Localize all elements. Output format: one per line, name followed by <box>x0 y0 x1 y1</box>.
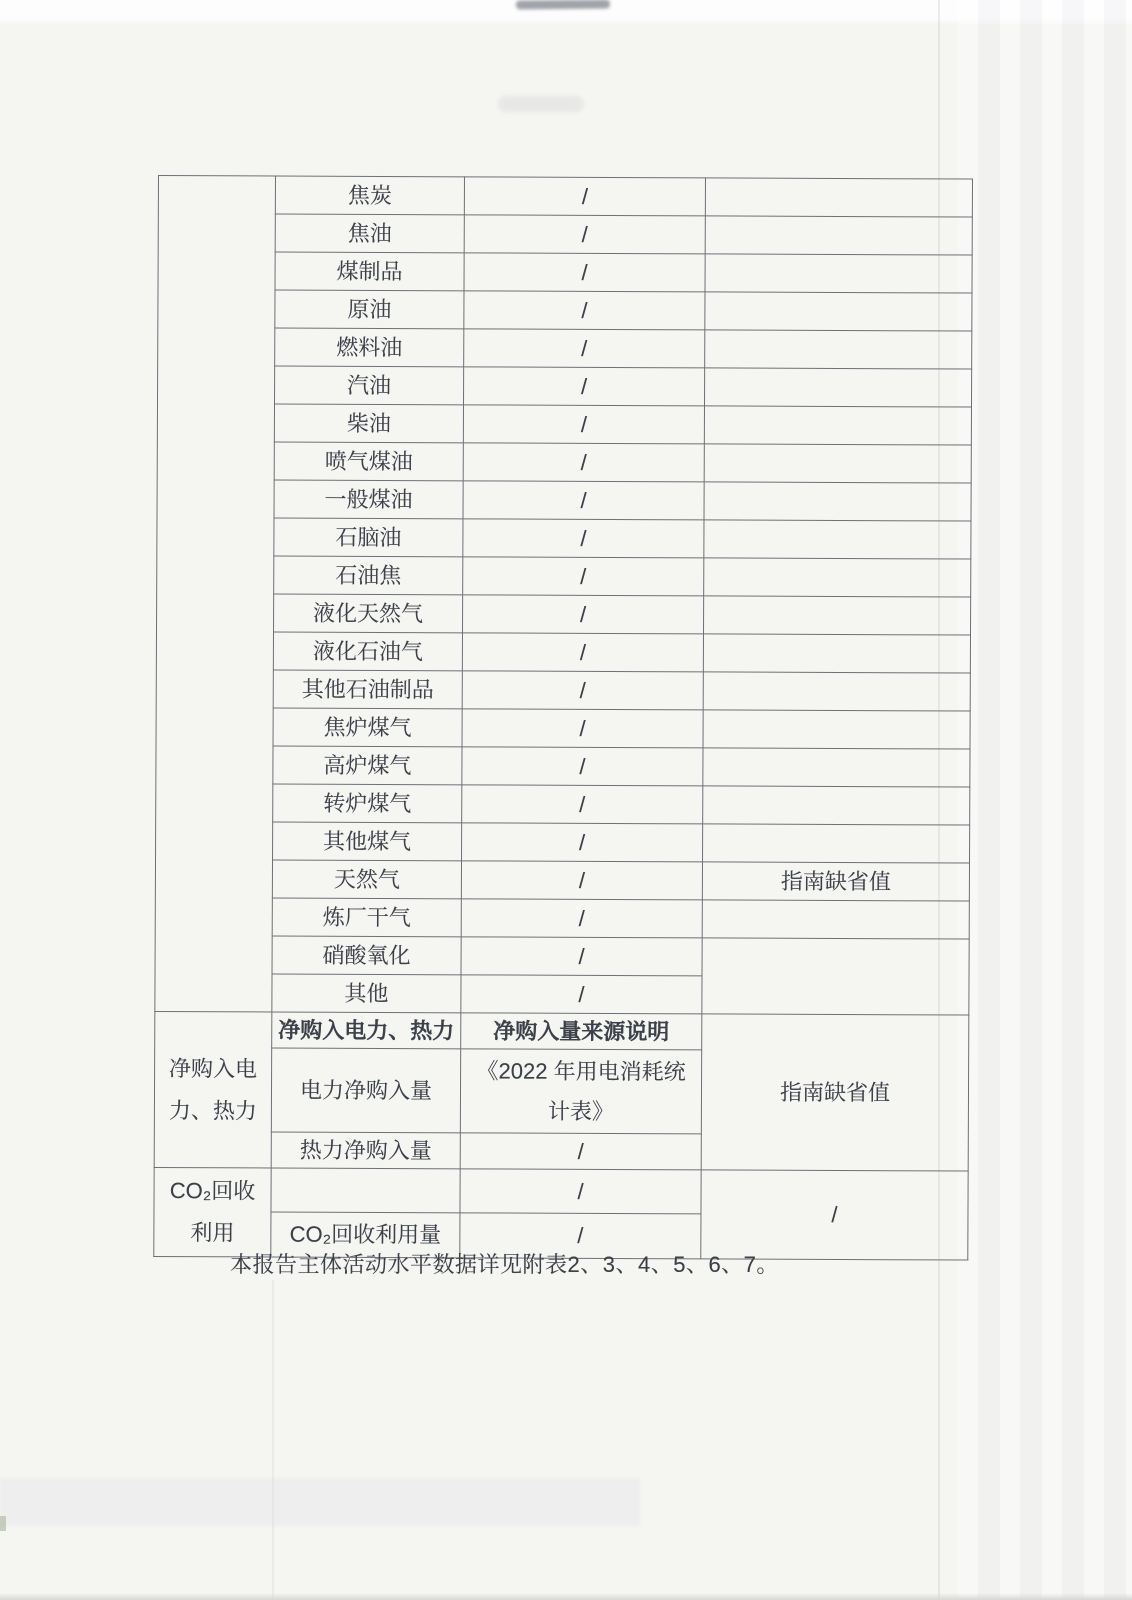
fuel-name-cell: 其他煤气 <box>273 822 462 861</box>
fuel-row <box>156 783 970 825</box>
co2-category-cell: CO₂回收利用 <box>154 1168 271 1257</box>
fuel-name-cell: 焦油 <box>275 214 464 253</box>
fuel-row <box>156 745 970 787</box>
net-purchase-header-row <box>155 1011 969 1051</box>
fuel-name-cell: 其他 <box>272 974 461 1013</box>
fuel-note-cell <box>702 938 969 1015</box>
fuel-value-cell: / <box>461 899 702 938</box>
activity-data-table <box>153 175 973 1260</box>
fuel-note-cell <box>704 406 971 445</box>
co2-row1-label-cell <box>271 1168 460 1213</box>
co2-row1-value-cell: / <box>460 1169 701 1214</box>
fuel-row <box>158 176 972 218</box>
fuel-value-cell: / <box>464 215 705 254</box>
fuel-name-cell: 喷气煤油 <box>274 442 463 481</box>
fuel-rows-section <box>155 176 973 1016</box>
scan-streak-line <box>272 1280 274 1600</box>
fuel-note-cell <box>703 634 970 673</box>
fuel-value-cell: / <box>462 633 703 672</box>
fuel-note-cell: 指南缺省值 <box>702 862 969 901</box>
scan-streak-bands <box>958 0 1132 1600</box>
fuel-value-cell: / <box>463 405 704 444</box>
fuel-note-cell <box>705 216 972 255</box>
fuel-value-cell: / <box>462 785 703 824</box>
fuel-value-cell: / <box>464 367 705 406</box>
page-bottom-edge <box>0 1593 1132 1600</box>
fuel-note-cell <box>702 900 969 939</box>
fuel-row <box>158 214 972 256</box>
fuel-value-cell: / <box>462 671 703 710</box>
fuel-name-cell: 焦炉煤气 <box>273 708 462 747</box>
fuel-value-cell: / <box>464 253 705 292</box>
fuel-name-cell: 石脑油 <box>274 518 463 557</box>
co2-recovery-section <box>154 1168 968 1260</box>
fuel-note-cell <box>703 710 970 749</box>
fuel-row <box>158 290 972 332</box>
fuel-value-cell: / <box>461 975 702 1014</box>
fuel-note-cell <box>705 292 972 331</box>
fuel-name-cell: 液化石油气 <box>273 632 462 671</box>
fuel-value-cell: / <box>464 291 705 330</box>
fuel-value-cell: / <box>461 937 702 976</box>
fuel-value-cell: / <box>462 709 703 748</box>
net-purchase-header-source-cell: 净购入量来源说明 <box>461 1013 702 1050</box>
fuel-value-cell: / <box>461 861 702 900</box>
fuel-name-cell: 煤制品 <box>275 252 464 291</box>
fuel-note-cell <box>704 444 971 483</box>
fuel-row <box>156 631 970 673</box>
co2-row2-value-cell: / <box>460 1213 701 1259</box>
fuel-value-cell: / <box>463 443 704 482</box>
fuel-row <box>155 897 969 939</box>
fuel-note-cell <box>704 596 971 635</box>
fuel-note-cell <box>705 330 972 369</box>
fuel-value-cell: / <box>463 481 704 520</box>
fuel-note-cell <box>704 368 971 407</box>
fuel-name-cell: 炼厂干气 <box>272 898 461 937</box>
fuel-name-cell: 硝酸氧化 <box>272 936 461 975</box>
scan-smudge <box>516 0 610 9</box>
fuel-value-cell: / <box>462 747 703 786</box>
fuel-name-cell: 汽油 <box>275 366 464 405</box>
fuel-note-cell <box>705 178 972 217</box>
net-purchase-header-name-cell: 净购入电力、热力 <box>272 1012 461 1049</box>
fuel-value-cell: / <box>463 595 704 634</box>
fuel-value-cell: / <box>464 329 705 368</box>
fuel-name-cell: 原油 <box>275 290 464 329</box>
co2-row-1 <box>154 1168 968 1215</box>
fuel-name-cell: 一般煤油 <box>274 480 463 519</box>
fuel-name-cell: 石油焦 <box>274 556 463 595</box>
fuel-name-cell: 其他石油制品 <box>273 670 462 709</box>
fuel-value-cell: / <box>463 557 704 596</box>
fuel-row <box>157 517 971 559</box>
fuel-category-cell-empty <box>155 176 276 1013</box>
fuel-note-cell <box>703 748 970 787</box>
fuel-name-cell: 焦炭 <box>275 176 464 215</box>
fuel-row <box>157 555 971 597</box>
fuel-value-cell: / <box>464 177 705 216</box>
fuel-name-cell: 天然气 <box>272 860 461 899</box>
fuel-row <box>156 707 970 749</box>
heat-label-cell: 热力净购入量 <box>271 1132 460 1169</box>
fuel-name-cell: 高炉煤气 <box>273 746 462 785</box>
fuel-row <box>158 252 972 294</box>
fuel-row <box>158 328 972 370</box>
fuel-note-cell <box>704 558 971 597</box>
fuel-row <box>156 669 970 711</box>
fuel-row <box>156 821 970 863</box>
net-purchase-section <box>154 1011 969 1171</box>
fuel-name-cell: 燃料油 <box>275 328 464 367</box>
fuel-row <box>157 441 971 483</box>
heat-value-cell: / <box>460 1133 701 1170</box>
fuel-note-cell <box>703 672 970 711</box>
fuel-row <box>157 404 971 446</box>
fuel-note-cell <box>704 520 971 559</box>
fuel-row <box>158 366 972 408</box>
appendix-reference-note: 本报告主体活动水平数据详见附表2、3、4、5、6、7。 <box>230 1252 779 1277</box>
net-purchase-category-cell: 净购入电力、热力 <box>154 1011 272 1168</box>
fuel-row <box>157 593 971 635</box>
fuel-row <box>157 479 971 521</box>
fuel-value-cell: / <box>463 519 704 558</box>
scan-artifact <box>0 1516 6 1531</box>
co2-note-cell: / <box>701 1170 968 1260</box>
fuel-name-cell: 液化天然气 <box>274 594 463 633</box>
fuel-name-cell: 转炉煤气 <box>273 784 462 823</box>
scan-smudge <box>498 96 584 112</box>
net-purchase-note-cell: 指南缺省值 <box>701 1014 969 1171</box>
fuel-row <box>155 859 969 901</box>
electricity-source-cell: 《2022 年用电消耗统计表》 <box>460 1049 701 1134</box>
fuel-note-cell <box>703 824 970 863</box>
co2-row2-label-cell: CO₂回收利用量 <box>271 1212 460 1258</box>
fuel-row <box>155 935 969 977</box>
electricity-label-cell: 电力净购入量 <box>271 1048 460 1133</box>
fuel-note-cell <box>703 786 970 825</box>
fuel-name-cell: 柴油 <box>274 404 463 443</box>
fuel-note-cell <box>704 482 971 521</box>
fuel-value-cell: / <box>462 823 703 862</box>
fuel-note-cell <box>705 254 972 293</box>
scan-top-margin <box>0 0 1132 26</box>
scan-shade-band <box>0 1478 640 1526</box>
